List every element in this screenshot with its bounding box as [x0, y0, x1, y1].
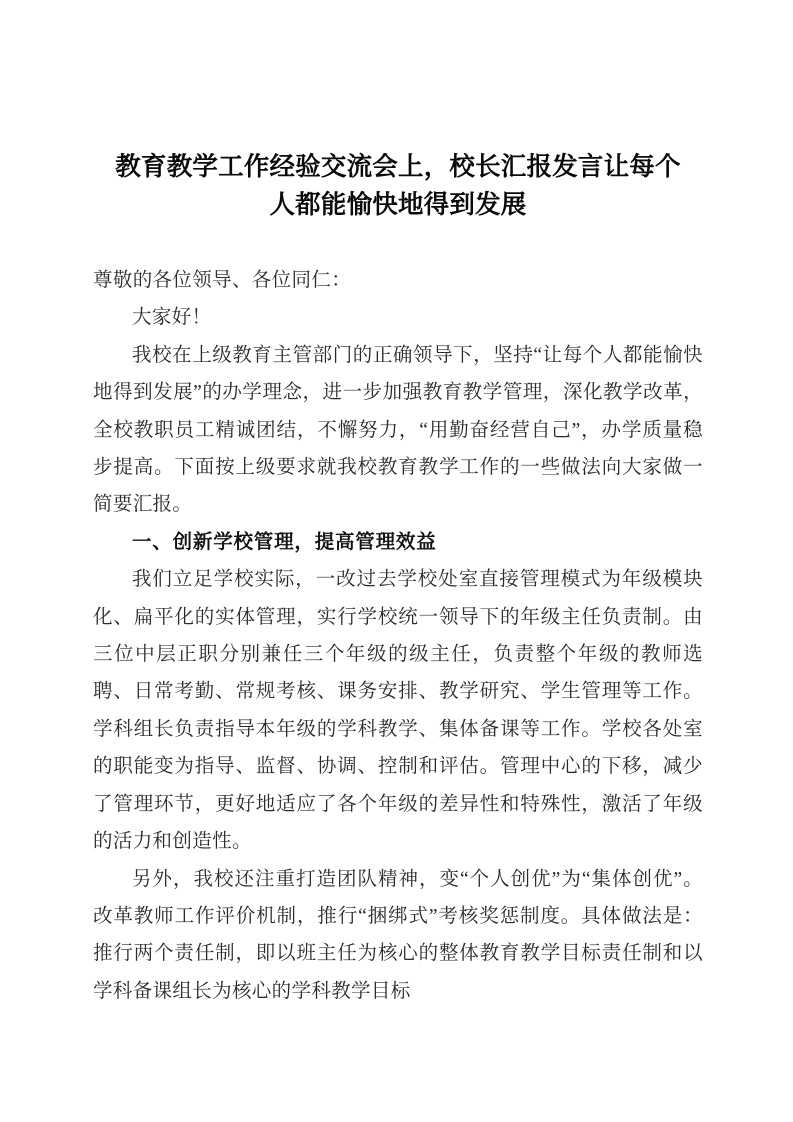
intro-paragraph: 我校在上级教育主管部门的正确领导下，坚持“让每个人都能愉快地得到发展”的办学理念，进一步加强教育教学管理，深化教学改革，全校教职员工精诚团结，不懈努力，“用勤奋经营自己”，办学质量稳步提高。下面按上级要求就我校教育教学工作的一些做法向大家做一简要汇报。: [93, 344, 703, 516]
section-1-paragraph-2: 另外，我校还注重打造团队精神，变“个人创优”为“集体创优”。改革教师工作评价机制，推行“捆绑式”考核奖惩制度。具体做法是：推行两个责任制，即以班主任为核心的整体教育教学目标责任制和以学科备课组长为核心的学科教学目标: [93, 868, 703, 1002]
page-title-line-2: 人都能愉快地得到发展: [269, 190, 527, 219]
salutation-paragraph: 尊敬的各位领导、各位同仁：: [93, 270, 352, 291]
page-title: [93, 0, 703, 224]
document-content: [93, 0, 703, 1010]
section-1-paragraph-1: 我们立足学校实际，一改过去学校处室直接管理模式为年级模块化、扁平化的实体管理，实行学校统一领导下的年级主任负责制。由三位中层正职分别兼任三个年级的级主任，负责整个年级的教师选聘、日常考勤、常规考核、课务安排、教学研究、学生管理等工作。学科组长负责指导本年级的学科教学、集体备课等工作。学校各处室的职能变为指导、监督、协调、控制和评估。管理中心的下移，减少了管理环节，更好地适应了各个年级的差异性和特殊性，激活了年级的活力和创造性。: [93, 569, 703, 853]
document-body: [93, 262, 703, 1010]
greeting-paragraph: 大家好！: [132, 307, 212, 329]
page-title-line-1: 教育教学工作经验交流会上，校长汇报发言让每个: [115, 152, 681, 181]
section-heading-1: 一、创新学校管理，提高管理效益: [132, 531, 437, 553]
